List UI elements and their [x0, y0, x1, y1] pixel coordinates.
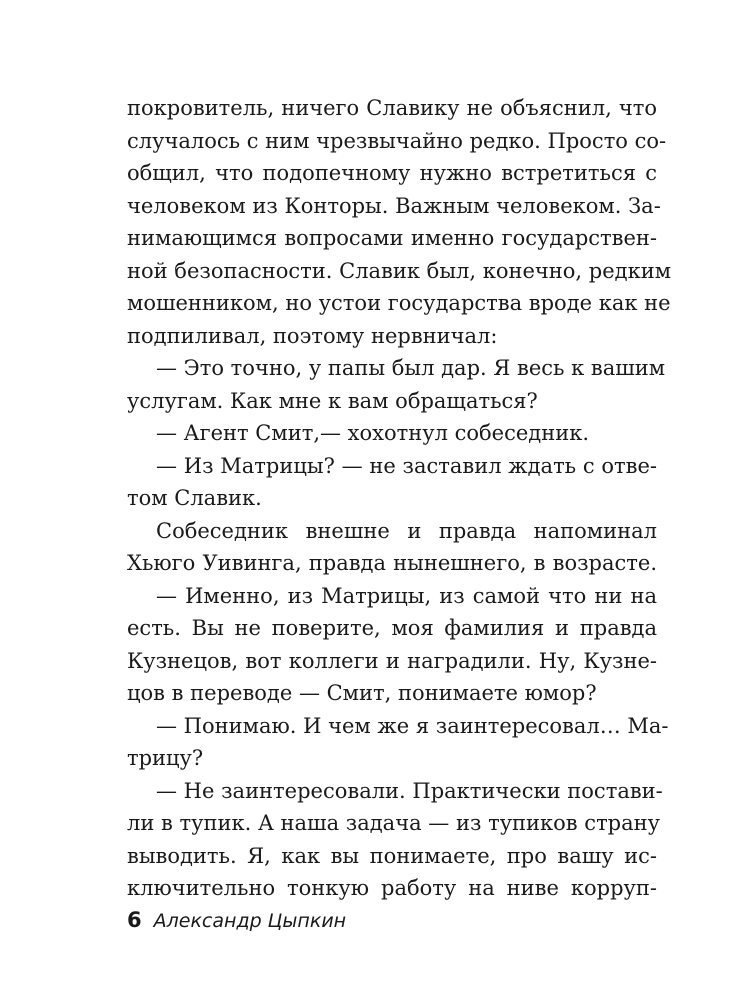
body-text	[127, 92, 672, 905]
text-line: услугам. Как мне к вам обращаться?	[127, 388, 538, 413]
text-line: ли в тупик. А наша задача — из тупиков страну	[127, 811, 660, 835]
text-line: человеком из Конторы. Важным человеком. За-	[127, 193, 661, 218]
text-line: — Из Матрицы? — не заставил ждать с отве-	[156, 453, 657, 478]
text-line: цов в переводе — Смит, понимаете юмор?	[127, 681, 597, 705]
text-line: случалось с ним чрезвычайно редко. Просто со-	[127, 128, 667, 153]
text-line: трицу?	[127, 746, 204, 770]
text-line: выводить. Я, как вы понимаете, про вашу ис-	[127, 843, 657, 868]
text-line: нимающимся вопросами именно государствен-	[127, 226, 657, 250]
text-line: том Славик.	[127, 486, 262, 510]
text-line: Кузнецов, вот коллеги и наградили. Ну, Кузне-	[127, 648, 657, 673]
text-line: — Это точно, у папы был дар. Я весь к вашим	[156, 356, 666, 380]
text-line: — Именно, из Матрицы, из самой что ни на	[156, 583, 657, 608]
text-line: Хьюго Уивинга, правда нынешнего, в возрасте.	[127, 551, 657, 575]
text-line: — Не заинтересовали. Практически постави-	[156, 778, 663, 803]
text-line: есть. Вы не поверите, моя фамилия и правда	[127, 616, 657, 640]
running-title: Александр Цыпкин	[153, 910, 347, 932]
text-line: ной безопасности. Славик был, конечно, редким	[127, 258, 672, 283]
text-line: ключительно тонкую работу на ниве корруп-	[127, 876, 657, 900]
text-line: мошенником, но устои государства вроде как не	[127, 291, 671, 315]
text-line: — Понимаю. И чем же я заинтересовал… Ма-	[156, 713, 669, 738]
page-number: 6	[127, 908, 142, 932]
text-line: Собеседник внешне и правда напоминал	[156, 518, 657, 543]
text-line: покровитель, ничего Славику не объяснил, что	[127, 96, 657, 120]
text-line: общил, что подопечному нужно встретиться с	[127, 161, 657, 185]
page-footer	[127, 904, 346, 936]
text-line: — Агент Смит,— хохотнул собеседник.	[156, 421, 590, 445]
text-line: подпиливал, поэтому нервничал:	[127, 323, 498, 348]
